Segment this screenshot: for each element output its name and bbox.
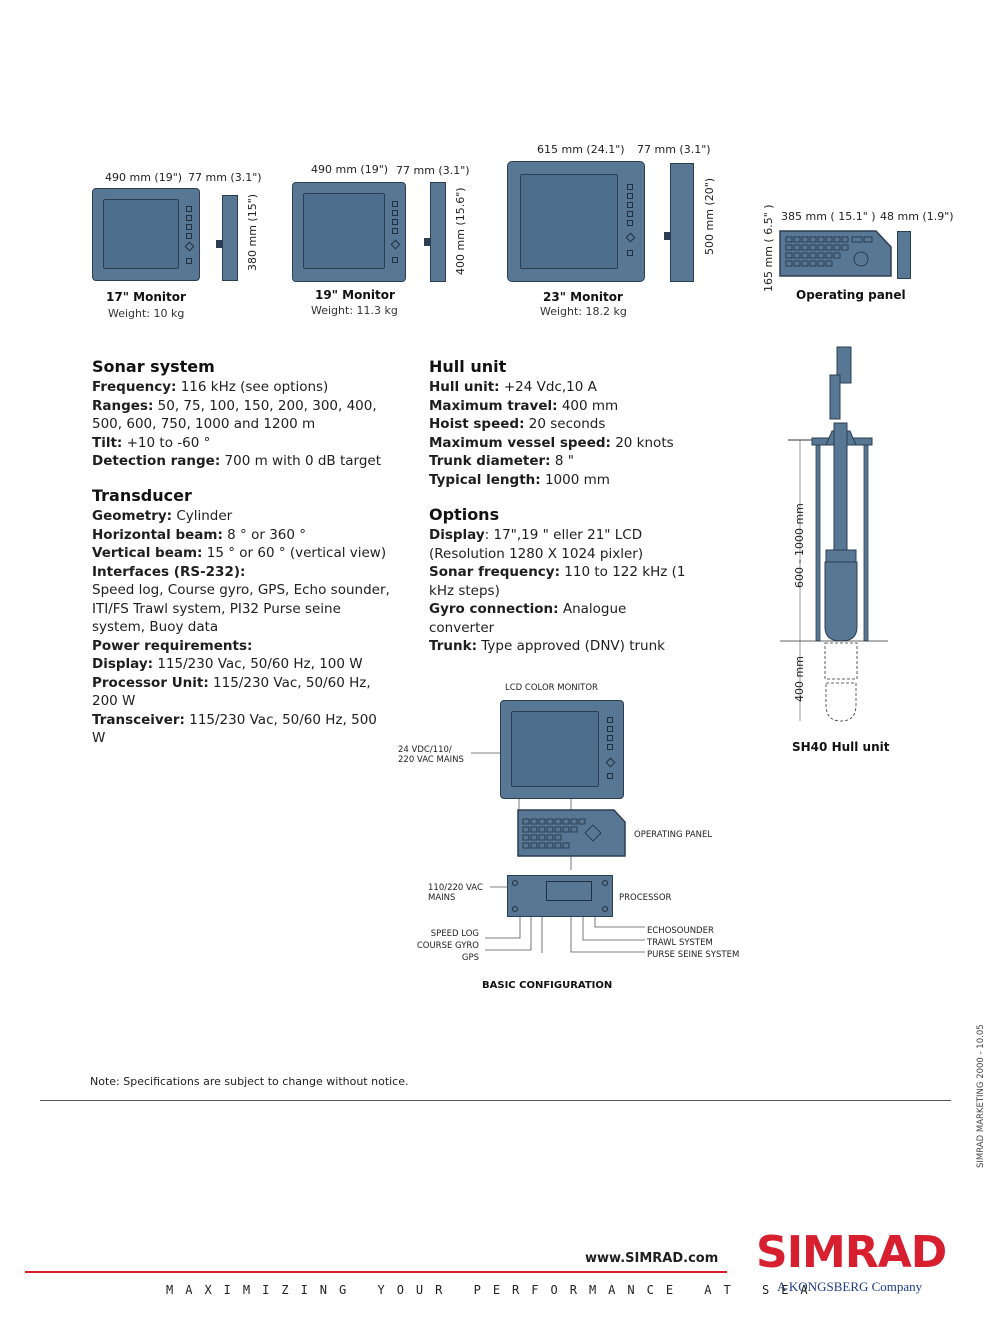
website-link[interactable]: www.SIMRAD.com	[585, 1251, 719, 1266]
spec-row: Vertical beam: 15 ° or 60 ° (vertical view)	[92, 545, 387, 561]
monitor-weight: Weight: 11.3 kg	[311, 304, 398, 317]
slogan: MAXIMIZING YOUR PERFORMANCE AT SEA	[166, 1283, 820, 1297]
divider	[40, 1100, 951, 1101]
config-processor-label: PROCESSOR	[619, 893, 672, 903]
monitor-side	[670, 163, 694, 282]
dim-height: 500 mm (20")	[703, 177, 716, 255]
spec-row: Trunk: Type approved (DNV) trunk	[429, 638, 665, 654]
simrad-logo: SIMRAD	[756, 1227, 947, 1278]
spec-row: Display: 17",19 " eller 21" LCD (Resolution 1280 X 1024 pixler)	[429, 527, 644, 562]
hull-dim-upper: 600 - 1000 mm	[793, 503, 806, 588]
hull-dim-lower: 400 mm	[793, 656, 806, 702]
spec-row: Power requirements:	[92, 637, 253, 654]
monitor-weight: Weight: 18.2 kg	[540, 305, 627, 318]
dim-width: 385 mm ( 15.1" )	[781, 210, 876, 223]
spec-row: Maximum vessel speed: 20 knots	[429, 434, 674, 451]
dim-depth: 77 mm (3.1")	[396, 164, 470, 177]
spec-row: Ranges: 50, 75, 100, 150, 200, 300, 400, 500, 600, 750, 1000 and 1200 m	[92, 397, 377, 432]
spec-row: Transceiver: 115/230 Vac, 50/60 Hz, 500 W	[92, 711, 377, 746]
config-mains-label-2: 220 VAC MAINS	[398, 755, 464, 765]
config-monitor-label: LCD COLOR MONITOR	[505, 683, 598, 693]
monitor-title: 19" Monitor	[315, 288, 395, 302]
spec-row: Detection range: 700 m with 0 dB target	[92, 453, 382, 469]
dim-height: 380 mm (15")	[246, 193, 259, 271]
spec-row: Sonar frequency: 110 to 122 kHz (1 kHz steps)	[429, 564, 686, 599]
config-proc-mains-2: MAINS	[428, 893, 456, 903]
operating-panel-front	[778, 229, 893, 278]
spec-row: Frequency: 116 kHz (see options)	[92, 379, 329, 395]
config-mains-label-1: 24 VDC/110/	[398, 745, 452, 755]
dim-width: 490 mm (19")	[311, 163, 389, 176]
transducer-section	[92, 486, 392, 748]
monitor-front	[292, 182, 406, 282]
spec-row: Horizontal beam: 8 ° or 360 °	[92, 526, 307, 543]
config-right-input: ECHOSOUNDER	[647, 926, 714, 936]
marketing-code: SIMRAD MARKETING 2000 - 10.05	[976, 1024, 986, 1168]
operating-panel-side	[897, 231, 911, 279]
section-heading: Sonar system	[92, 357, 215, 376]
monitor-front	[507, 161, 645, 282]
spec-row: Interfaces (RS-232):	[92, 563, 246, 580]
spec-row: Geometry: Cylinder	[92, 508, 233, 524]
footer-red-rule	[25, 1271, 727, 1273]
config-right-input: TRAWL SYSTEM	[647, 938, 713, 948]
spec-row: Hull unit: +24 Vdc,10 A	[429, 379, 597, 395]
options-section	[429, 505, 689, 656]
config-processor	[507, 875, 613, 917]
monitor-title: 17" Monitor	[106, 290, 186, 304]
spec-row: Typical length: 1000 mm	[429, 471, 610, 488]
dim-depth: 77 mm (3.1")	[188, 171, 262, 184]
dim-depth: 77 mm (3.1")	[637, 143, 711, 156]
section-heading: Options	[429, 505, 500, 524]
config-caption: BASIC CONFIGURATION	[482, 980, 613, 991]
spec-row: Processor Unit: 115/230 Vac, 50/60 Hz, 200 W	[92, 674, 371, 709]
spec-row: Maximum travel: 400 mm	[429, 397, 619, 414]
monitor-title: 23" Monitor	[543, 290, 623, 304]
spec-row: Hoist speed: 20 seconds	[429, 416, 606, 432]
spec-note: Note: Specifications are subject to change without notice.	[90, 1075, 409, 1088]
monitor-weight: Weight: 10 kg	[108, 307, 185, 320]
config-panel-label: OPERATING PANEL	[634, 830, 713, 840]
dim-height: 165 mm ( 6.5" )	[762, 204, 775, 292]
config-operating-panel	[517, 809, 627, 857]
config-right-input: PURSE SEINE SYSTEM	[647, 950, 740, 960]
dim-width: 490 mm (19")	[105, 171, 183, 184]
monitor-side	[222, 195, 238, 281]
monitor-front	[92, 188, 200, 281]
dim-depth: 48 mm (1.9")	[880, 210, 954, 223]
company-tagline: A KONGSBERG Company	[777, 1279, 923, 1294]
monitor-side	[430, 182, 446, 282]
spec-row: Speed log, Course gyro, GPS, Echo sounder, ITI/FS Trawl system, PI32 Purse seine system, Buoy data	[92, 582, 390, 635]
section-heading: Hull unit	[429, 357, 507, 376]
config-proc-mains-1: 110/220 VAC	[428, 883, 483, 893]
sonar-system-section	[92, 357, 392, 471]
section-heading: Transducer	[92, 486, 192, 505]
hull-unit-section	[429, 357, 729, 489]
dim-width: 615 mm (24.1")	[537, 143, 625, 156]
panel-title: Operating panel	[796, 288, 906, 302]
spec-row: Display: 115/230 Vac, 50/60 Hz, 100 W	[92, 656, 363, 672]
spec-row: Tilt: +10 to -60 °	[92, 434, 211, 451]
config-monitor	[500, 700, 624, 799]
spec-row: Gyro connection: Analogue converter	[429, 601, 627, 636]
spec-row: Trunk diameter: 8 "	[429, 453, 574, 469]
hull-caption: SH40 Hull unit	[792, 740, 890, 754]
dim-height: 400 mm (15.6")	[454, 187, 467, 275]
